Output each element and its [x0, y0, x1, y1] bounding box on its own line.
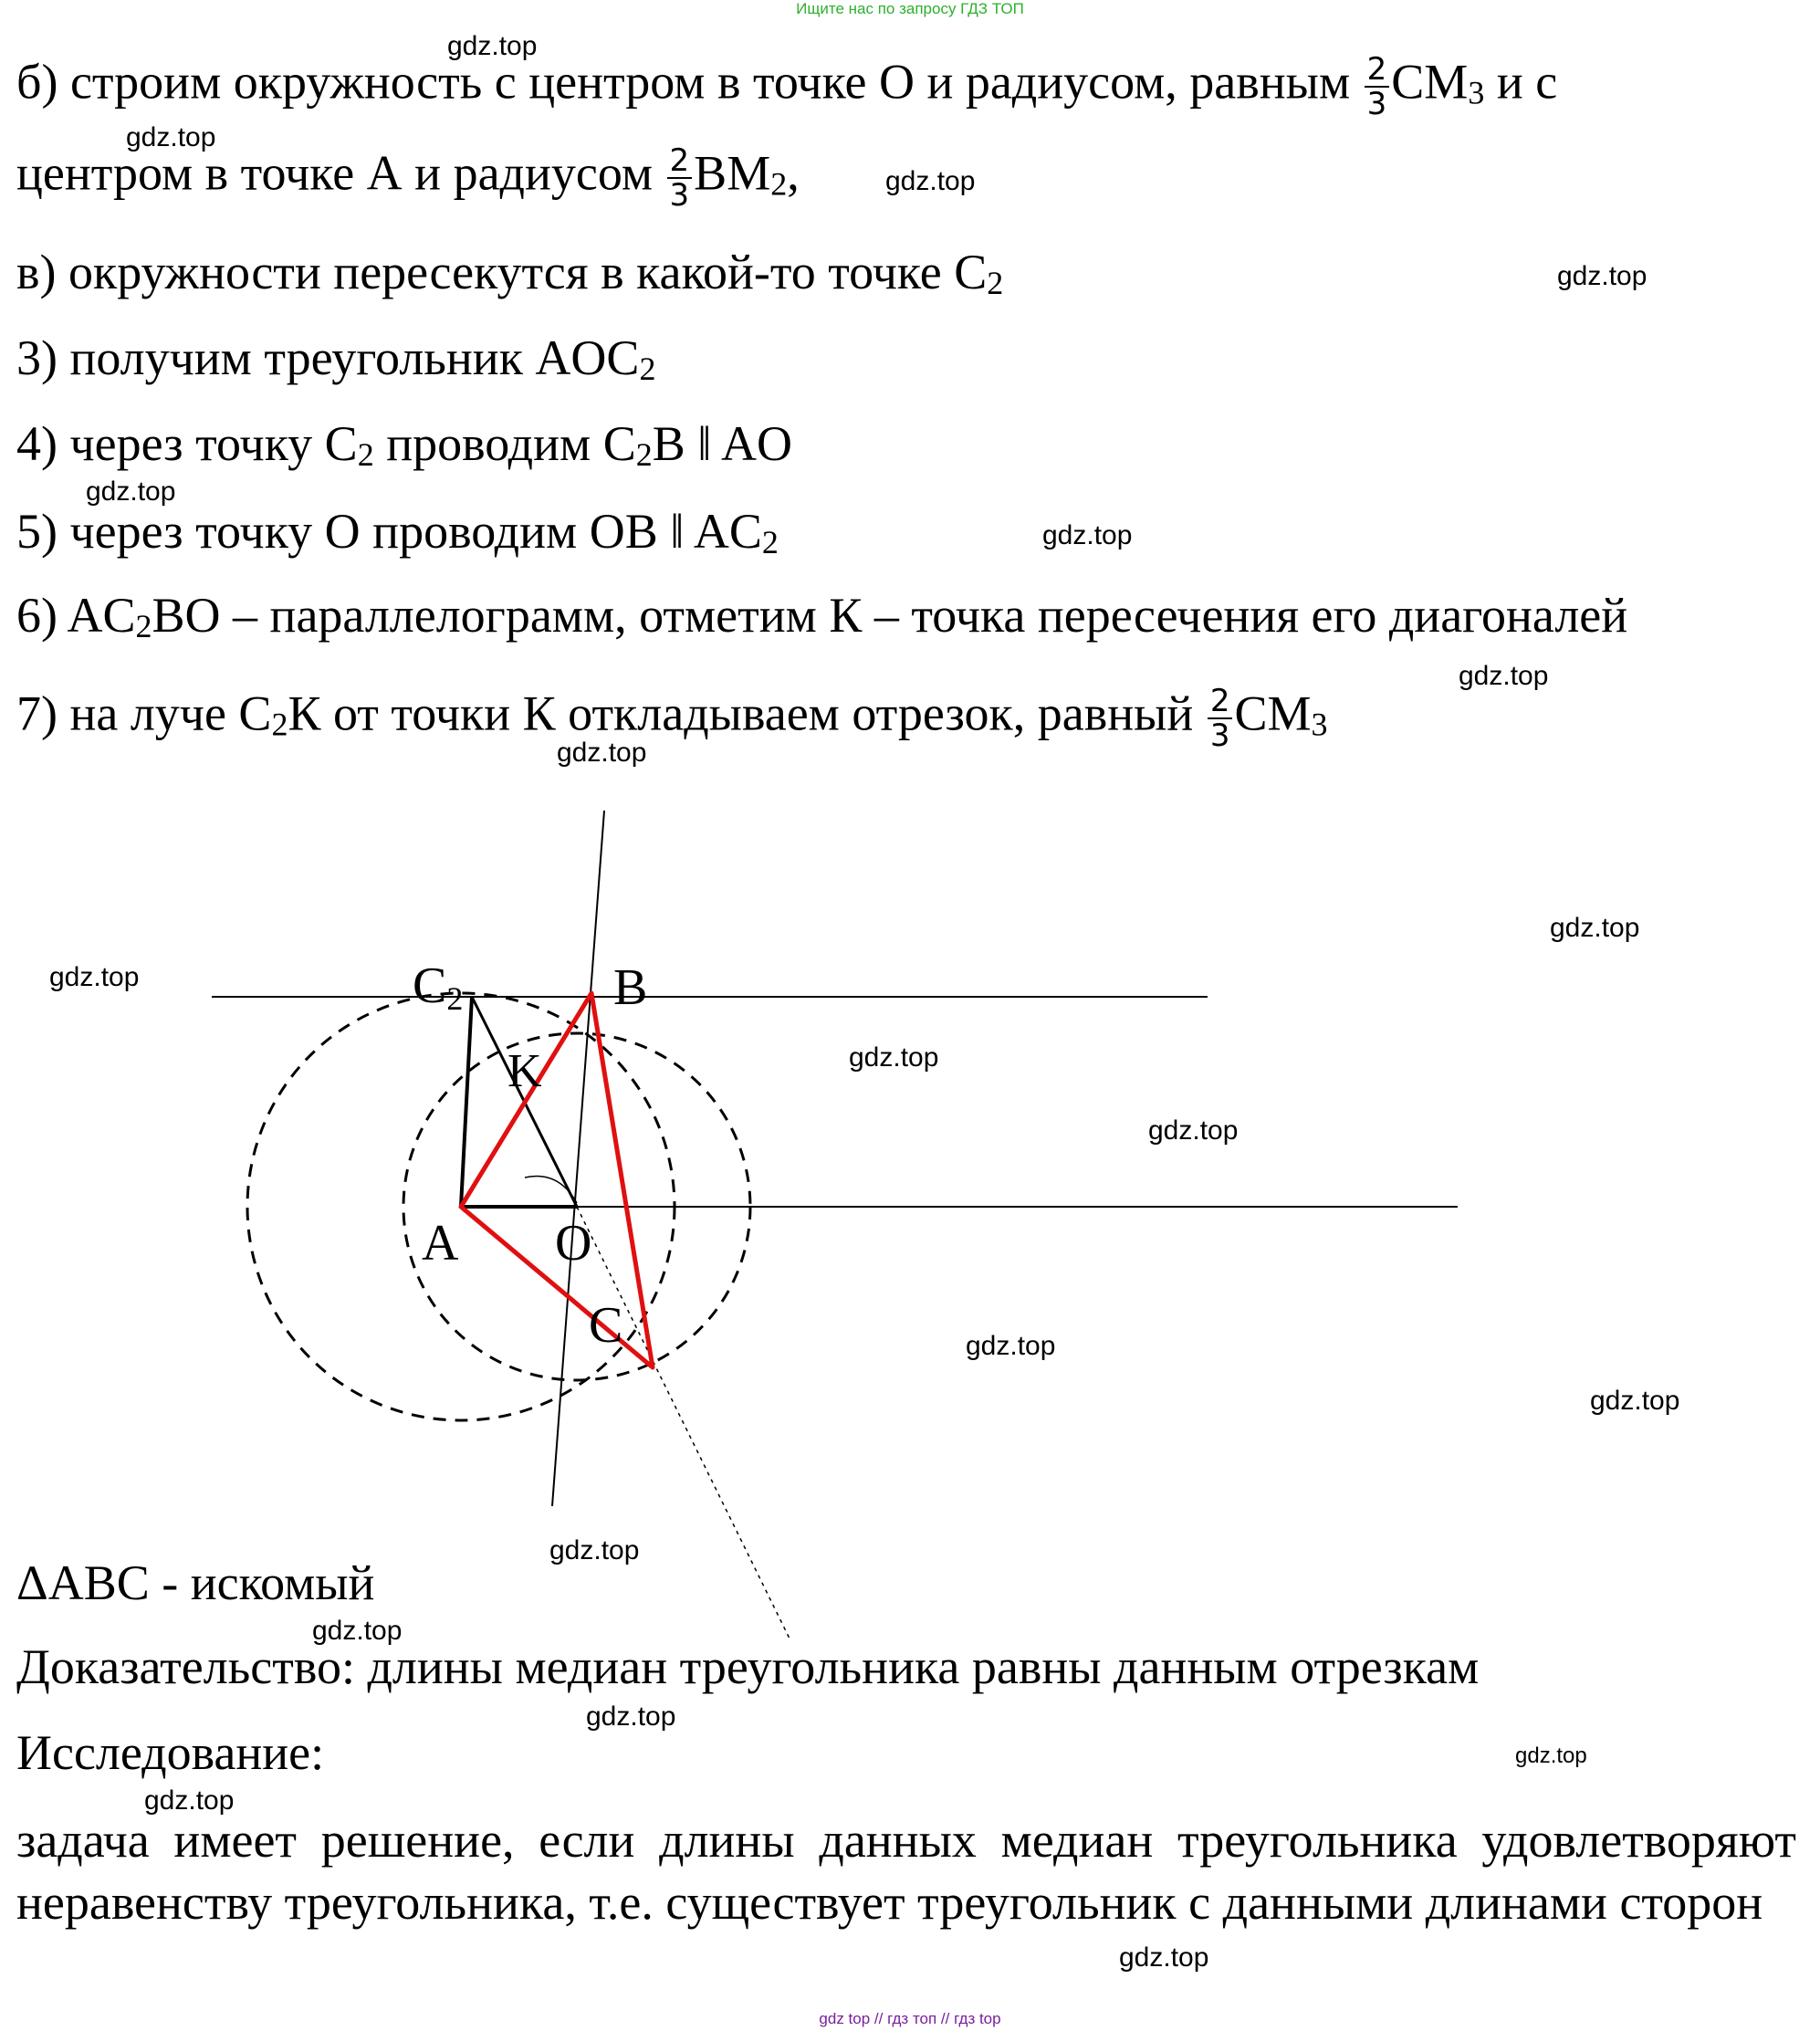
research-title: Исследование: — [16, 1725, 325, 1780]
step-3-line: 3) получим треугольник $AOC_2$ — [16, 330, 656, 387]
segment-a-c2 — [461, 997, 472, 1207]
watermark: gdz.top — [1557, 261, 1647, 291]
watermark: gdz.top — [126, 122, 216, 152]
step-4-line: 4) через точку $C_2$ проводим $C_2B$ ‖ AO — [16, 416, 792, 473]
watermark: gdz.top — [144, 1785, 235, 1816]
watermark: gdz.top — [1148, 1115, 1239, 1146]
watermark: gdz.top — [1459, 661, 1549, 691]
cm-label: CM — [1391, 54, 1469, 110]
watermark: gdz.top — [1042, 520, 1133, 550]
label-b: B — [613, 959, 648, 1016]
label-a: A — [422, 1215, 459, 1272]
step-6-line: 6) $AC_2BO$ – параллелограмм, отметим К – точка пересечения его диагоналей — [16, 588, 1628, 644]
watermark: gdz.top — [1550, 913, 1640, 943]
watermark: gdz.top — [1119, 1942, 1209, 1973]
watermark: gdz.top — [849, 1042, 939, 1073]
watermark: gdz.top — [86, 476, 176, 507]
line-ob — [552, 811, 604, 1506]
step-b-line-1: б) строим окружность с центром в точке О и радиусом, равным $\frac{2}{3}$ $CM_3$ и с — [16, 51, 1558, 122]
footer-links[interactable]: gdz top // гдз топ // гдз top — [819, 2010, 1001, 2027]
fraction-two-thirds: $\frac{2}{3}$ — [1208, 685, 1233, 752]
step-b-line-2: центром в точке А и радиусом $\frac{2}{3}$ $BM_2$, — [16, 142, 800, 214]
watermark: gdz.top — [557, 738, 647, 768]
label-c: C — [589, 1297, 623, 1354]
result-line: ΔABC - искомый — [16, 1555, 375, 1610]
step-5-line: 5) через точку О проводим OB ‖ $AC_2$ — [16, 504, 779, 560]
research-text: задача имеет решение, если длины данных медиан треугольника удовлетворяют неравенству треугольника, т.е. существует треугольник с данными длинами сторон — [16, 1813, 1796, 1930]
proof-line: Доказательство: длины медиан треугольника равны данным отрезкам — [16, 1639, 1480, 1694]
step-b-text: б) строим окружность с центром в точке О и радиусом, равным — [16, 54, 1351, 110]
label-c2: C2 — [413, 958, 464, 1017]
top-banner[interactable]: Ищите нас по запросу ГДЗ ТОП — [796, 0, 1024, 17]
watermark: gdz.top — [1515, 1743, 1587, 1768]
triangle-abc — [461, 993, 653, 1367]
step-v-line: в) окружности пересекутся в какой-то точке $C_2$ — [16, 245, 1004, 301]
fraction-two-thirds: $\frac{2}{3}$ — [1365, 53, 1390, 120]
watermark: gdz.top — [549, 1535, 640, 1565]
watermark: gdz.top — [1590, 1386, 1680, 1416]
fraction-two-thirds: $\frac{2}{3}$ — [667, 144, 693, 212]
watermark: gdz.top — [49, 962, 140, 992]
ray-c2-k-extension — [577, 1207, 790, 1638]
watermark: gdz.top — [885, 166, 976, 196]
step-7-line: 7) на луче $C_2К$ от точки К откладываем отрезок, равный $\frac{2}{3}$ $CM_3$ — [16, 683, 1328, 754]
watermark: gdz.top — [586, 1701, 676, 1732]
watermark: gdz.top — [312, 1616, 403, 1646]
watermark: gdz.top — [966, 1331, 1056, 1361]
watermark: gdz.top — [447, 31, 538, 61]
label-k: K — [507, 1045, 542, 1097]
label-o: O — [555, 1215, 592, 1272]
